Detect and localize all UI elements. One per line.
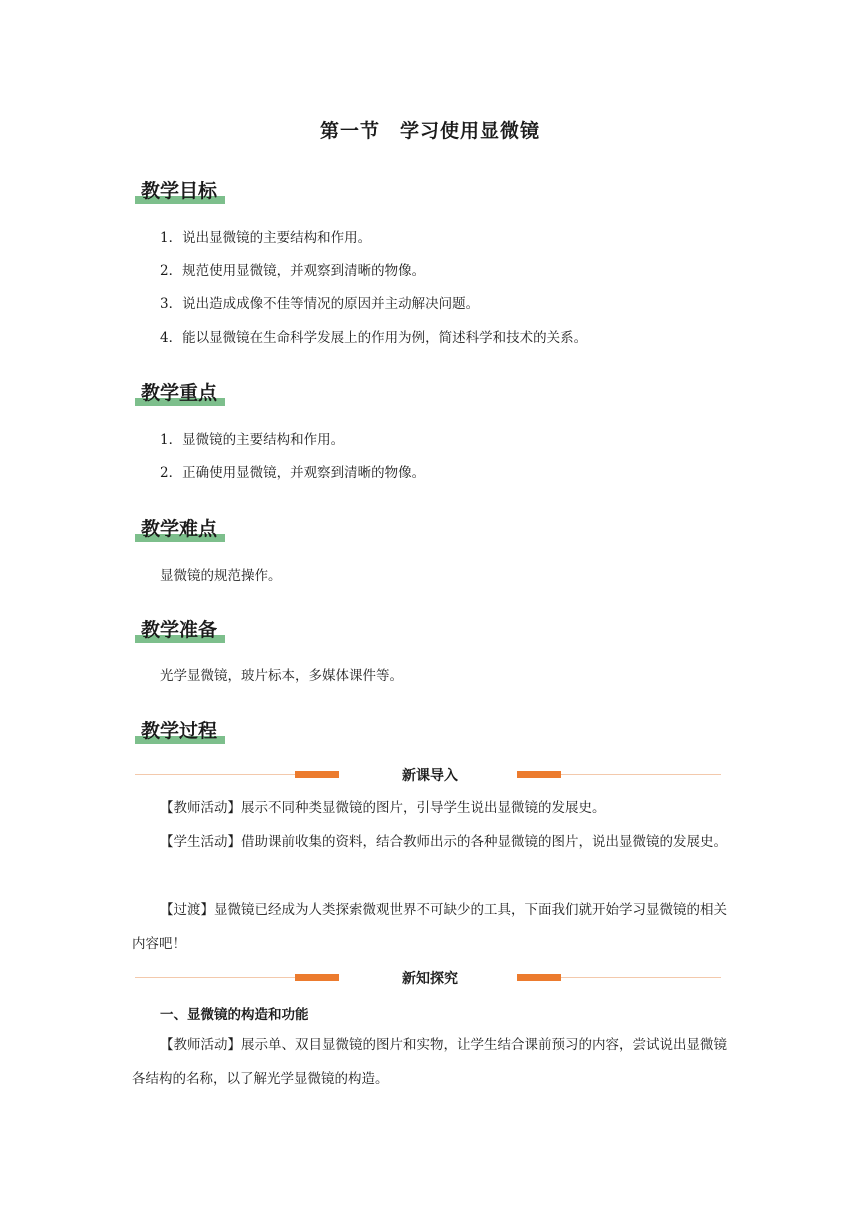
divider-accent-right <box>517 771 561 778</box>
key-point-item: 2．正确使用显微镜，并观察到清晰的物像。 <box>160 465 426 481</box>
section-heading-text: 教学难点 <box>141 518 218 540</box>
divider-accent-right <box>517 974 561 981</box>
section-heading-text: 教学过程 <box>141 720 218 742</box>
section-heading-preparation <box>135 615 225 643</box>
section-divider-intro <box>135 765 725 785</box>
section-heading-text: 教学准备 <box>141 619 218 641</box>
intro-paragraph: 【学生活动】借助课前收集的资料，结合教师出示的各种显微镜的图片，说出显微镜的发展史。 <box>160 834 727 850</box>
section-divider-explore <box>135 968 725 988</box>
goal-item: 4．能以显微镜在生命科学发展上的作用为例，简述科学和技术的关系。 <box>160 330 588 346</box>
goal-item: 1．说出显微镜的主要结构和作用。 <box>160 230 372 246</box>
page-title: 第一节 学习使用显微镜 <box>319 120 540 142</box>
divider-label: 新课导入 <box>402 768 458 784</box>
section-heading-process <box>135 716 225 744</box>
section-heading-text: 教学重点 <box>141 382 218 404</box>
explore-paragraph: 【教师活动】展示单、双目显微镜的图片和实物，让学生结合课前预习的内容，尝试说出显微镜各结构的名称，以了解光学显微镜的构造。 <box>132 1037 727 1087</box>
goal-item: 2．规范使用显微镜，并观察到清晰的物像。 <box>160 263 426 279</box>
intro-paragraph: 【教师活动】展示不同种类显微镜的图片，引导学生说出显微镜的发展史。 <box>160 800 606 816</box>
divider-label: 新知探究 <box>402 971 458 987</box>
section-heading-difficulties <box>135 514 225 542</box>
divider-line-right <box>561 774 721 775</box>
difficulty-text: 显微镜的规范操作。 <box>160 568 282 584</box>
intro-paragraph: 【过渡】显微镜已经成为人类探索微观世界不可缺少的工具，下面我们就开始学习显微镜的相关内容吧！ <box>132 902 727 952</box>
preparation-text: 光学显微镜，玻片标本，多媒体课件等。 <box>160 668 403 684</box>
key-point-item: 1．显微镜的主要结构和作用。 <box>160 432 345 448</box>
section-heading-goals <box>135 176 225 204</box>
divider-line-right <box>561 977 721 978</box>
section-heading-key-points <box>135 378 225 406</box>
section-heading-text: 教学目标 <box>141 180 218 202</box>
subheading: 一、显微镜的构造和功能 <box>160 1007 309 1023</box>
goal-item: 3．说出造成成像不佳等情况的原因并主动解决问题。 <box>160 296 480 312</box>
